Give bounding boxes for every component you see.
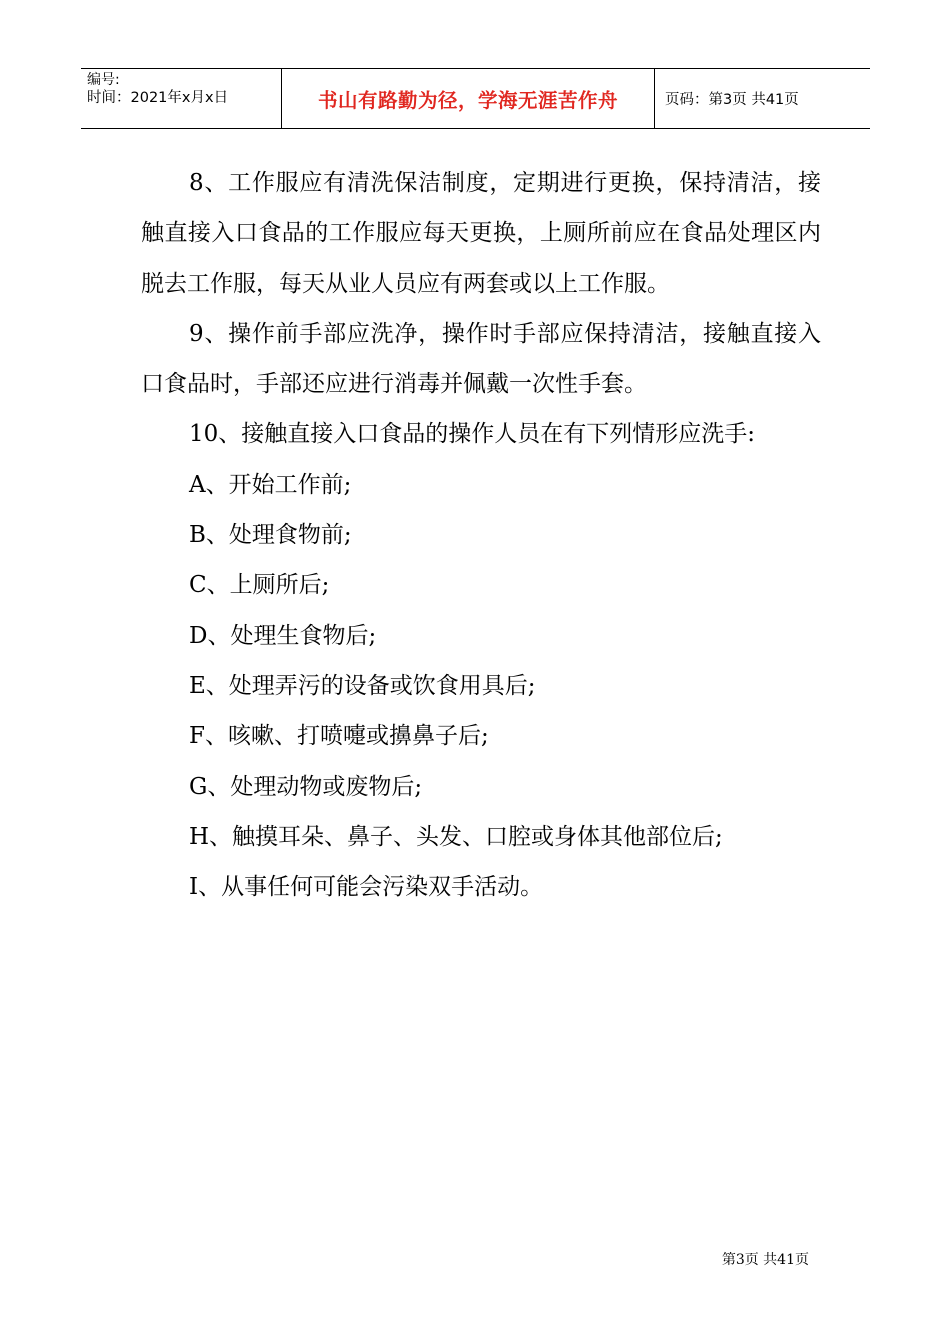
paragraph-10: 10、接触直接入口食品的操作人员在有下列情形应洗手:	[189, 421, 756, 448]
list-item-i: I、从事任何可能会污染双手活动。	[189, 874, 544, 901]
header-motto-cell	[281, 69, 655, 128]
list-item-e: E、处理弄污的设备或饮食用具后;	[189, 672, 536, 699]
document-number-label: 编号:	[87, 72, 120, 88]
header-meta-cell	[81, 69, 281, 128]
list-item-g: G、处理动物或废物后;	[189, 773, 423, 800]
list-item-c: C、上厕所后;	[189, 572, 330, 599]
paragraph-9: 9、操作前手部应洗净，操作时手部应保持清洁，接触直接入口食品时，手部还应进行消毒并佩戴一次性手套。	[141, 320, 821, 398]
header-page-code: 页码：第3页 共41页	[665, 92, 799, 108]
paragraph-8: 8、工作服应有清洗保洁制度，定期进行更换，保持清洁，接触直接入口食品的工作服应每天更换，上厕所前应在食品处理区内脱去工作服，每天从业人员应有两套或以上工作服。	[141, 170, 821, 297]
list-item-a: A、开始工作前;	[189, 471, 352, 498]
header-page-cell	[655, 69, 870, 128]
document-date: 时间：2021年x月x日	[87, 90, 229, 106]
document-body	[141, 158, 821, 912]
page-footer: 第3页 共41页	[721, 1252, 809, 1268]
list-item-b: B、处理食物前;	[189, 522, 352, 549]
header-motto: 书山有路勤为径，学海无涯苦作舟	[317, 88, 618, 112]
document-header	[81, 68, 870, 129]
list-item-h: H、触摸耳朵、鼻子、头发、口腔或身体其他部位后;	[189, 823, 723, 850]
list-item-f: F、咳嗽、打喷嚏或擤鼻子后;	[189, 723, 489, 750]
list-item-d: D、处理生食物后;	[189, 622, 377, 649]
